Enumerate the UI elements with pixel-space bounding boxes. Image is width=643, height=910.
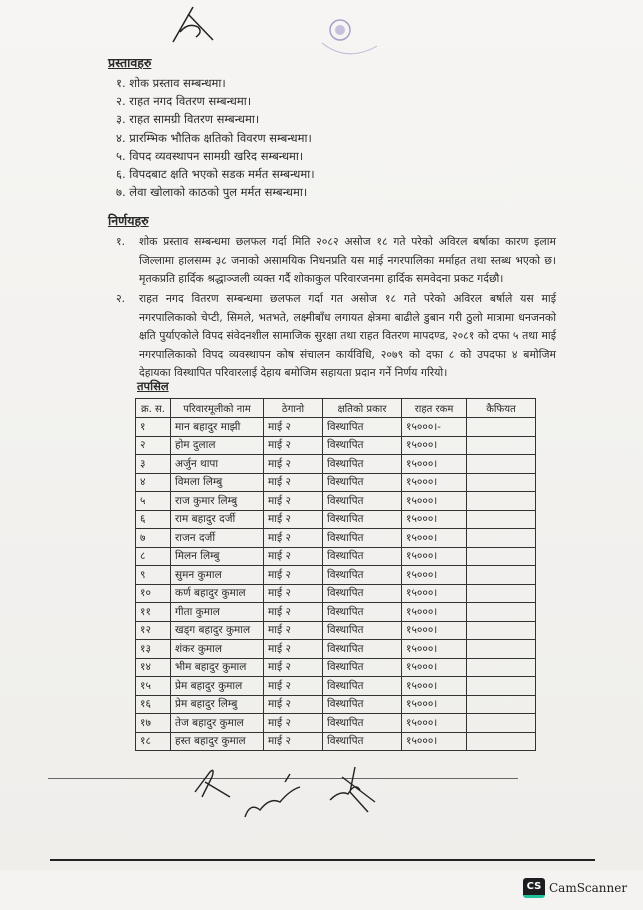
- cell-name: अर्जुन थापा: [171, 455, 264, 474]
- page-bottom-line: [50, 859, 595, 861]
- cell-damage-type: विस्थापित: [323, 732, 402, 751]
- col-header: राहत रकम: [402, 399, 467, 418]
- cell-amount: १५०००।: [402, 547, 467, 566]
- cell-amount: १५०००।: [402, 658, 467, 677]
- cell-remarks: [467, 510, 536, 529]
- cell-amount: १५०००।: [402, 492, 467, 511]
- signature-top: [168, 2, 218, 47]
- cell-address: माई २: [264, 510, 323, 529]
- cell-serial: १८: [136, 732, 171, 751]
- cell-remarks: [467, 492, 536, 511]
- tapsil-label: तपसिल: [137, 379, 169, 393]
- cell-address: माई २: [264, 621, 323, 640]
- table-row: [136, 603, 536, 622]
- cell-damage-type: विस्थापित: [323, 547, 402, 566]
- cell-name: भीम बहादुर कुमाल: [171, 658, 264, 677]
- table-row: [136, 584, 536, 603]
- cell-remarks: [467, 677, 536, 696]
- signatures-bottom: [190, 762, 410, 832]
- cell-amount: १५०००।: [402, 584, 467, 603]
- cell-name: होम दुलाल: [171, 436, 264, 455]
- cell-address: माई २: [264, 695, 323, 714]
- cell-name: कर्ण बहादुर कुमाल: [171, 584, 264, 603]
- cell-serial: ८: [136, 547, 171, 566]
- decision-1: [116, 233, 556, 289]
- table-row: [136, 658, 536, 677]
- cell-serial: २: [136, 436, 171, 455]
- cell-address: माई २: [264, 547, 323, 566]
- cell-damage-type: विस्थापित: [323, 695, 402, 714]
- cell-serial: १४: [136, 658, 171, 677]
- cell-address: माई २: [264, 529, 323, 548]
- cell-amount: १५०००।: [402, 603, 467, 622]
- cell-serial: १७: [136, 714, 171, 733]
- agenda-item: ५. विपद व्यवस्थापन सामग्री खरिद सम्बन्धमा।: [116, 148, 304, 163]
- table-row: [136, 640, 536, 659]
- cell-remarks: [467, 584, 536, 603]
- cell-name: विमला लिम्बु: [171, 473, 264, 492]
- decision-number: २.: [116, 292, 126, 305]
- col-header: कैफियत: [467, 399, 536, 418]
- table-row: [136, 732, 536, 751]
- camscanner-logo: CS: [523, 878, 545, 898]
- cell-remarks: [467, 714, 536, 733]
- cell-address: माई २: [264, 455, 323, 474]
- table-row: [136, 529, 536, 548]
- cell-amount: १५०००।: [402, 436, 467, 455]
- table-row: [136, 492, 536, 511]
- cell-name: मिलन लिम्बु: [171, 547, 264, 566]
- cell-damage-type: विस्थापित: [323, 584, 402, 603]
- table-row: [136, 418, 536, 437]
- cell-amount: १५०००।: [402, 677, 467, 696]
- cell-name: मान बहादुर माझी: [171, 418, 264, 437]
- cell-remarks: [467, 566, 536, 585]
- cell-address: माई २: [264, 584, 323, 603]
- cell-serial: ६: [136, 510, 171, 529]
- table-row: [136, 436, 536, 455]
- cell-name: हस्त बहादुर कुमाल: [171, 732, 264, 751]
- cell-damage-type: विस्थापित: [323, 603, 402, 622]
- cell-remarks: [467, 436, 536, 455]
- cell-name: राज कुमार लिम्बु: [171, 492, 264, 511]
- cell-amount: १५०००।: [402, 640, 467, 659]
- table-row: [136, 677, 536, 696]
- cell-serial: १: [136, 418, 171, 437]
- agenda-item: १. शोक प्रस्ताव सम्बन्धमा।: [116, 76, 226, 90]
- table-row: [136, 473, 536, 492]
- cell-damage-type: विस्थापित: [323, 621, 402, 640]
- cell-serial: ५: [136, 492, 171, 511]
- cell-serial: ४: [136, 473, 171, 492]
- cell-damage-type: विस्थापित: [323, 714, 402, 733]
- agenda-item: ७. लेवा खोलाको काठको पुल मर्मत सम्बन्धमा।: [116, 185, 308, 200]
- cell-name: राम बहादुर दर्जी: [171, 510, 264, 529]
- cell-address: माई २: [264, 418, 323, 437]
- camscanner-text: CamScanner: [549, 881, 628, 895]
- table-row: [136, 566, 536, 585]
- cell-name: तेज बहादुर कुमाल: [171, 714, 264, 733]
- cell-remarks: [467, 603, 536, 622]
- cell-amount: १५०००।: [402, 695, 467, 714]
- decision-text: राहत नगद वितरण सम्बन्धमा छलफल गर्दा गत असोज १८ गते परेको अविरल बर्षाले यस माई नगरपालिकाको चेप्टी, सिमले, भतभते, लक्ष्मीबाँध लगायत क्षेत्रमा बाढीले डुबान गरी ठुलो मात्रामा धनजनको क्षति पुर्याएकोले विपद संवेदनशील सामाजिक सुरक्षा तथा राहत वितरण मापदण्ड, २०८१ को दफा ५ तथा माई नगरपालिकाको विपद व्यवस्थापन कोष संचालन कार्यविधि, २०७९ को दफा ८ को उपदफा ४ बमोजिम देहायका विस्थापित परिवारलाई देहाय बमोजिम सहायता प्रदान गर्ने निर्णय गरियो।: [139, 292, 556, 379]
- col-header: क्षतिको प्रकार: [323, 399, 402, 418]
- cell-remarks: [467, 695, 536, 714]
- cell-remarks: [467, 640, 536, 659]
- table-header-row: [136, 399, 536, 418]
- cell-serial: ३: [136, 455, 171, 474]
- cell-damage-type: विस्थापित: [323, 455, 402, 474]
- cell-address: माई २: [264, 436, 323, 455]
- cell-remarks: [467, 547, 536, 566]
- cell-serial: ७: [136, 529, 171, 548]
- cell-amount: १५०००।: [402, 714, 467, 733]
- decision-text: शोक प्रस्ताव सम्बन्धमा छलफल गर्दा मिति २०८२ असोज १८ गते परेको अविरल बर्षाका कारण इलाम जिल्लामा हालसम्म ३८ जनाको असामयिक निधनप्रति यस माई नगरपालिका मर्माहत तथा स्तब्ध भएको छ। मृतकप्रति हार्दिक श्रद्धाञ्जली व्यक्त गर्दै शोकाकुल परिवारजनमा हार्दिक समवेदना प्रकट गर्दछौ।: [139, 235, 556, 285]
- cell-amount: १५०००।: [402, 732, 467, 751]
- cell-address: माई २: [264, 640, 323, 659]
- cell-amount: १५०००।: [402, 566, 467, 585]
- cell-address: माई २: [264, 677, 323, 696]
- cell-damage-type: विस्थापित: [323, 658, 402, 677]
- cell-remarks: [467, 732, 536, 751]
- agenda-item: ३. राहत सामग्री वितरण सम्बन्धमा।: [116, 112, 260, 127]
- cell-amount: १५०००।: [402, 621, 467, 640]
- decisions-heading: निर्णयहरु: [108, 213, 149, 228]
- cell-name: शंकर कुमाल: [171, 640, 264, 659]
- cell-address: माई २: [264, 566, 323, 585]
- cell-damage-type: विस्थापित: [323, 418, 402, 437]
- cell-name: गीता कुमाल: [171, 603, 264, 622]
- cell-address: माई २: [264, 658, 323, 677]
- table-row: [136, 695, 536, 714]
- cell-amount: १५०००।: [402, 455, 467, 474]
- cell-serial: १२: [136, 621, 171, 640]
- cell-damage-type: विस्थापित: [323, 529, 402, 548]
- cell-amount: १५०००।-: [402, 418, 467, 437]
- cell-address: माई २: [264, 603, 323, 622]
- cell-serial: १३: [136, 640, 171, 659]
- cell-serial: १६: [136, 695, 171, 714]
- cell-address: माई २: [264, 492, 323, 511]
- cell-name: सुमन कुमाल: [171, 566, 264, 585]
- agenda-item: ४. प्रारम्भिक भौतिक क्षतिको विवरण सम्बन्धमा।: [116, 130, 312, 145]
- cell-name: खड्ग बहादुर कुमाल: [171, 621, 264, 640]
- col-header: क्र. स.: [136, 399, 171, 418]
- cell-damage-type: विस्थापित: [323, 640, 402, 659]
- table-row: [136, 455, 536, 474]
- decision-2: [116, 290, 556, 383]
- cell-amount: १५०००।: [402, 473, 467, 492]
- cell-serial: १५: [136, 677, 171, 696]
- cell-damage-type: विस्थापित: [323, 677, 402, 696]
- table-row: [136, 510, 536, 529]
- cell-amount: १५०००।: [402, 529, 467, 548]
- cell-name: प्रेम बहादुर लिम्बु: [171, 695, 264, 714]
- camscanner-watermark: [523, 878, 627, 898]
- cell-damage-type: विस्थापित: [323, 510, 402, 529]
- relief-table: [135, 398, 536, 751]
- cell-name: प्रेम बहादुर कुमाल: [171, 677, 264, 696]
- cell-remarks: [467, 529, 536, 548]
- col-header: परिवारमूलीको नाम: [171, 399, 264, 418]
- col-header: ठेगानो: [264, 399, 323, 418]
- decision-number: १.: [116, 235, 126, 248]
- cell-address: माई २: [264, 473, 323, 492]
- cell-address: माई २: [264, 714, 323, 733]
- cell-remarks: [467, 473, 536, 492]
- cell-damage-type: विस्थापित: [323, 492, 402, 511]
- table-row: [136, 714, 536, 733]
- cell-remarks: [467, 455, 536, 474]
- agenda-list: [116, 74, 315, 201]
- agenda-heading: प्रस्तावहरु: [108, 55, 152, 70]
- office-stamp: [312, 8, 387, 63]
- table-row: [136, 621, 536, 640]
- cell-remarks: [467, 418, 536, 437]
- cell-serial: ११: [136, 603, 171, 622]
- cell-address: माई २: [264, 732, 323, 751]
- cell-serial: ९: [136, 566, 171, 585]
- agenda-item: २. राहत नगद वितरण सम्बन्धमा।: [116, 94, 252, 109]
- cell-remarks: [467, 658, 536, 677]
- table-row: [136, 547, 536, 566]
- cell-name: राजन दर्जी: [171, 529, 264, 548]
- cell-amount: १५०००।: [402, 510, 467, 529]
- cell-remarks: [467, 621, 536, 640]
- agenda-item: ६. विपदबाट क्षति भएको सडक मर्मत सम्बन्धमा।: [116, 167, 315, 182]
- cell-damage-type: विस्थापित: [323, 566, 402, 585]
- cell-serial: १०: [136, 584, 171, 603]
- cell-damage-type: विस्थापित: [323, 473, 402, 492]
- cell-damage-type: विस्थापित: [323, 436, 402, 455]
